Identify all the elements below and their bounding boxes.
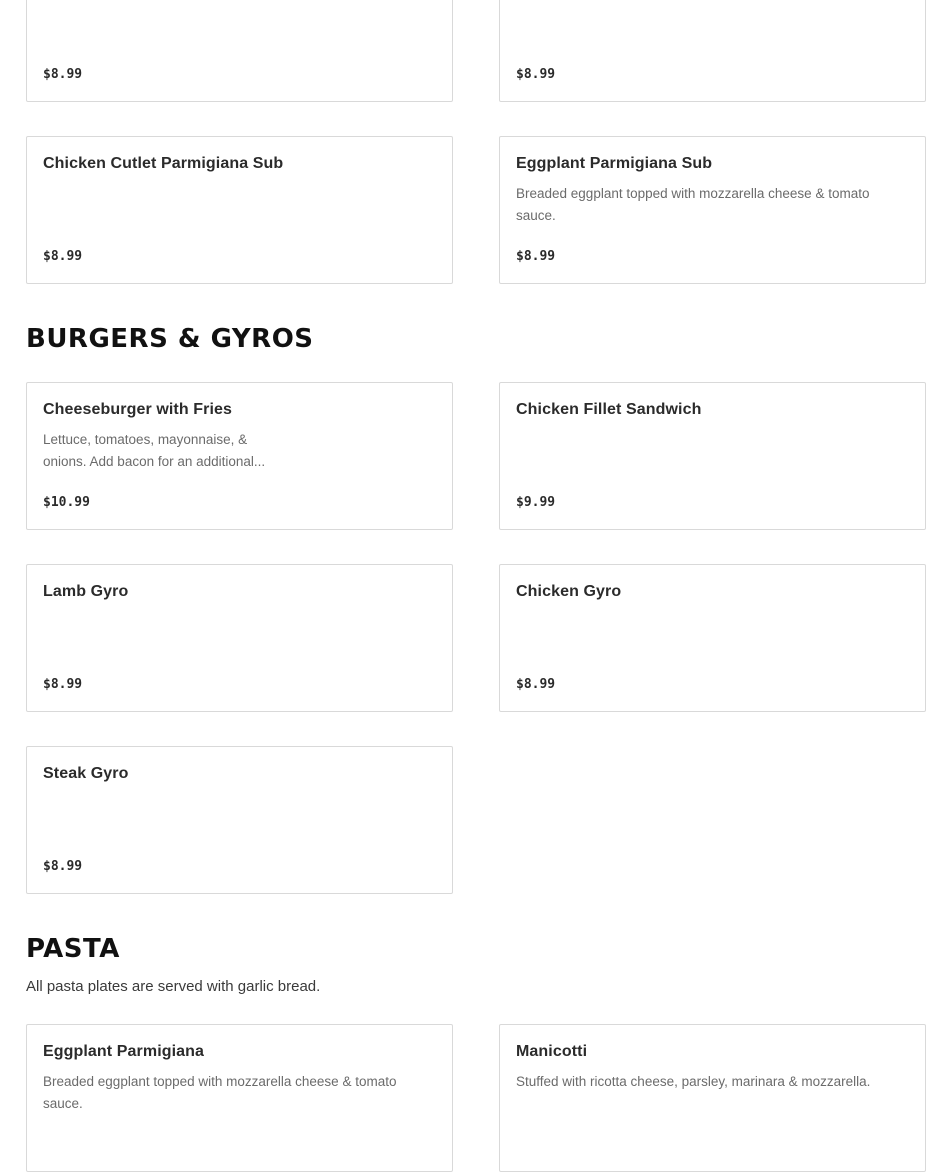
menu-item-card[interactable] [499,382,926,530]
menu-item-card[interactable] [499,564,926,712]
section-title-burgers-gyros: BURGERS & GYROS [26,324,314,354]
item-price: $8.99 [43,677,83,692]
menu-item-card[interactable] [26,564,453,712]
menu-item-card[interactable] [499,1024,926,1172]
menu-item-card[interactable] [26,746,453,894]
menu-item-card[interactable] [26,136,453,284]
item-price: $8.99 [43,859,83,874]
menu-item-card[interactable] [26,382,453,530]
item-price: $9.99 [516,495,556,510]
item-price: $8.99 [516,249,556,264]
item-name: Chicken Fillet Sandwich [516,401,702,418]
menu-item-card[interactable] [26,0,453,102]
item-name: Lamb Gyro [43,583,129,600]
item-description: Stuffed with ricotta cheese, parsley, marinara & mozzarella. [516,1074,871,1089]
item-name: Eggplant Parmigiana Sub [516,155,713,172]
item-price: $8.99 [43,67,83,82]
item-name: Eggplant Parmigiana [43,1043,205,1060]
item-name: Chicken Gyro [516,583,622,600]
item-name: Steak Gyro [43,765,129,782]
item-description: Lettuce, tomatoes, mayonnaise, & onions. Add bacon for an additional... [43,432,266,469]
item-price: $10.99 [43,495,90,510]
menu-item-card[interactable] [26,1024,453,1172]
item-name: Manicotti [516,1043,588,1060]
menu-item-card[interactable] [499,0,926,102]
item-description: Breaded eggplant topped with mozzarella cheese & tomato sauce. [43,1074,397,1111]
menu-item-card[interactable] [499,136,926,284]
item-price: $8.99 [516,677,556,692]
item-description: Breaded eggplant topped with mozzarella cheese & tomato sauce. [516,186,870,223]
item-name: Cheeseburger with Fries [43,401,233,418]
item-name: Chicken Cutlet Parmigiana Sub [43,155,284,172]
section-title-pasta: PASTA [26,934,120,964]
item-price: $8.99 [43,249,83,264]
section-note: All pasta plates are served with garlic bread. [26,978,321,995]
item-price: $8.99 [516,67,556,82]
